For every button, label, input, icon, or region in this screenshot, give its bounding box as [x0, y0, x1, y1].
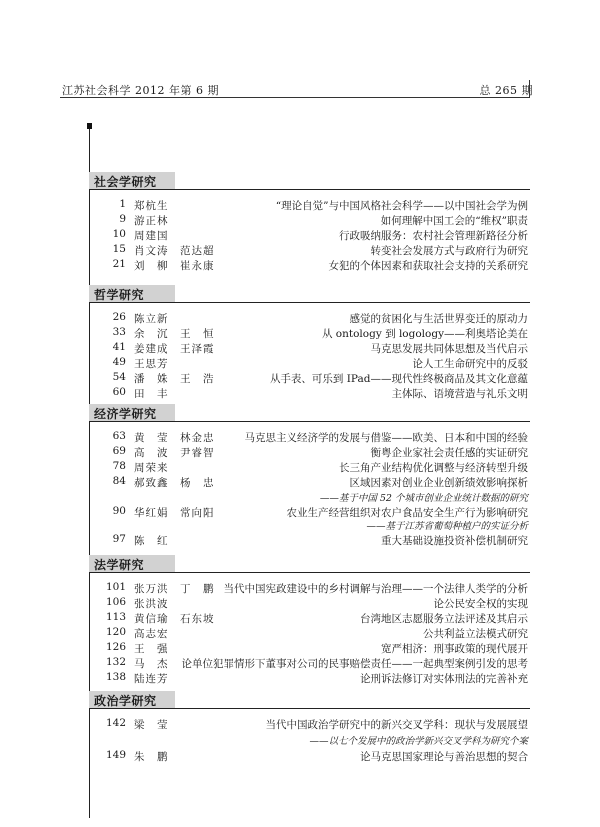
- authors: 黄 莹 林金忠: [134, 432, 215, 444]
- authors: 陆连芳: [134, 673, 169, 685]
- authors: 马 杰: [134, 658, 169, 670]
- section-title: 经济学研究: [94, 407, 157, 421]
- page-number: 126: [105, 641, 126, 653]
- article-title: 如何理解中国工会的“维权”职责: [380, 215, 528, 227]
- article-title: “理论自觉”与中国风格社会科学——以中国社会学为例: [275, 200, 528, 212]
- authors: 王 强: [134, 643, 169, 655]
- section-title: 哲学研究: [94, 288, 145, 302]
- authors: 郑杭生: [134, 200, 169, 212]
- article-title: 马克思主义经济学的发展与借鉴——欧美、日本和中国的经验: [244, 432, 528, 444]
- authors: 陈 红: [134, 535, 169, 547]
- toc-entry: [89, 505, 530, 519]
- page-number: 63: [112, 430, 126, 442]
- toc-entry: [89, 749, 530, 763]
- authors: 张万洪 丁 鹏: [134, 583, 215, 595]
- toc-entry: [89, 258, 530, 272]
- toc-entry: [89, 717, 530, 731]
- article-title: ——基于江苏省葡萄种植户的实证分析: [366, 521, 528, 532]
- page-number: 49: [112, 356, 126, 368]
- authors: 郝致鑫 杨 忠: [134, 477, 215, 489]
- article-title: 女犯的个体因素和获取社会支持的关系研究: [328, 260, 528, 272]
- authors: 姜建成 王泽霞: [134, 343, 215, 355]
- page-number: 21: [112, 258, 126, 270]
- toc-entry: [89, 596, 530, 610]
- toc-entry: [89, 356, 530, 370]
- authors: 高志宏: [134, 628, 169, 640]
- section-rule: [89, 302, 530, 303]
- page-number: 60: [112, 386, 126, 398]
- article-title: 衡粤企业家社会责任感的实证研究: [370, 447, 528, 459]
- page-number: 84: [112, 475, 126, 487]
- authors: 游正林: [134, 215, 169, 227]
- article-title: 论刑诉法修订对实体刑法的完善补充: [360, 673, 528, 685]
- section-title: 法学研究: [94, 558, 145, 572]
- article-title: 论公民安全权的实现: [433, 598, 528, 610]
- authors: 梁 莹: [134, 719, 169, 731]
- page-number: 106: [105, 596, 126, 608]
- page-number: 41: [112, 341, 126, 353]
- toc-entry: [89, 371, 530, 385]
- toc-entry: [89, 341, 530, 355]
- article-title: 从手表、可乐到 IPad——现代性终极商品及其文化意蕴: [269, 373, 528, 385]
- page-number: 69: [112, 445, 126, 457]
- authors: 高 波 尹睿智: [134, 447, 215, 459]
- page-number: 120: [105, 626, 126, 638]
- section-rule: [89, 189, 530, 190]
- section-header: [89, 691, 530, 709]
- authors: 肖文涛 范达超: [134, 245, 215, 257]
- authors: 刘 柳 崔永康: [134, 260, 215, 272]
- article-title: 论马克思国家理论与善治思想的契合: [360, 751, 528, 763]
- page-number: 90: [112, 505, 126, 517]
- authors: 王思芳: [134, 358, 169, 370]
- page-number: 33: [112, 326, 126, 338]
- page-number: 149: [105, 749, 126, 761]
- page-number: 15: [112, 243, 126, 255]
- page-number: 54: [112, 371, 126, 383]
- article-title: 公共利益立法模式研究: [423, 628, 528, 640]
- toc-entry: [89, 228, 530, 242]
- toc-entry: [89, 445, 530, 459]
- page-number: 10: [112, 228, 126, 240]
- authors: 周荣来: [134, 462, 169, 474]
- article-title: ——基于中国 52 个城市创业企业统计数据的研究: [319, 493, 528, 504]
- article-title: 宽严相济：刑事政策的现代展开: [381, 643, 528, 655]
- article-title: 主体际、语境营造与礼乐文明: [391, 388, 528, 400]
- authors: 周建国: [134, 230, 169, 242]
- page-number: 1: [119, 198, 126, 210]
- page-number: 9: [119, 213, 126, 225]
- toc-entry-subtitle: [89, 733, 530, 747]
- article-title: 当代中国宪政建设中的乡村调解与治理——一个法律人类学的分析: [223, 583, 528, 595]
- toc-entry: [89, 198, 530, 212]
- toc-entry-subtitle: [89, 490, 530, 504]
- article-title: 台湾地区志愿服务立法评述及其启示: [360, 613, 528, 625]
- article-title: 农业生产经营组织对农户食品安全生产行为影响研究: [286, 507, 528, 519]
- article-title: ——以七个发展中的政治学新兴交叉学科为研究个案: [309, 736, 528, 747]
- article-title: 转变社会发展方式与政府行为研究: [370, 245, 528, 257]
- page-number: 101: [105, 581, 126, 593]
- section-header: [89, 172, 530, 190]
- toc-entry: [89, 656, 530, 670]
- authors: 黄信瑜 石东坡: [134, 613, 215, 625]
- article-title: 重大基础设施投资补偿机制研究: [381, 535, 528, 547]
- journal-name: 江苏社会科学 2012 年第 6 期: [62, 84, 219, 97]
- page-number: 113: [105, 611, 126, 623]
- section-rule: [89, 421, 530, 422]
- toc-entry-subtitle: [89, 518, 530, 532]
- section-title: 政治学研究: [94, 694, 157, 708]
- authors: 田 丰: [134, 388, 169, 400]
- page-number: 132: [105, 656, 126, 668]
- authors: 余 沉 王 恒: [134, 328, 215, 340]
- section-title: 社会学研究: [94, 175, 157, 189]
- article-title: 马克思发展共同体思想及当代启示: [370, 343, 528, 355]
- header-tick: [529, 80, 530, 97]
- section-header: [89, 555, 530, 573]
- toc-entry: [89, 475, 530, 489]
- authors: 潘 姝 王 浩: [134, 373, 215, 385]
- toc-entry: [89, 311, 530, 325]
- article-title: 区域因素对创业企业创新绩效影响探析: [349, 477, 528, 489]
- toc-entry: [89, 671, 530, 685]
- page-number: 142: [105, 717, 126, 729]
- section-rule: [89, 572, 530, 573]
- page-number: 26: [112, 311, 126, 323]
- authors: 朱 鹏: [134, 751, 169, 763]
- article-title: 长三角产业结构优化调整与经济转型升级: [339, 462, 528, 474]
- article-title: 论单位犯罪情形下董事对公司的民事赔偿责任——一起典型案例引发的思考: [181, 658, 528, 670]
- toc-entry: [89, 533, 530, 547]
- toc-entry: [89, 626, 530, 640]
- authors: 陈立新: [134, 313, 169, 325]
- article-title: 感觉的贫困化与生活世界变迁的原动力: [349, 313, 528, 325]
- toc-entry: [89, 611, 530, 625]
- toc-entry: [89, 460, 530, 474]
- article-title: 行政吸纳服务：农村社会管理新路径分析: [339, 230, 528, 242]
- page-number: 97: [112, 533, 126, 545]
- article-title: 论人工生命研究中的反驳: [412, 358, 528, 370]
- toc-entry: [89, 326, 530, 340]
- vertical-rule-marker: [87, 123, 92, 129]
- header-rule: [60, 97, 530, 98]
- authors: 华红娟 常向阳: [134, 507, 215, 519]
- toc-entry: [89, 386, 530, 400]
- section-rule: [89, 708, 530, 709]
- article-title: 当代中国政治学研究中的新兴交叉学科：现状与发展展望: [265, 719, 528, 731]
- toc-entry: [89, 213, 530, 227]
- toc-entry: [89, 641, 530, 655]
- toc-entry: [89, 581, 530, 595]
- article-title: 从 ontology 到 logology——利奥塔论美在: [321, 328, 528, 340]
- page-number: 78: [112, 460, 126, 472]
- issue-total-number: 总 265 期: [479, 84, 533, 97]
- page-number: 138: [105, 671, 126, 683]
- toc-entry: [89, 243, 530, 257]
- authors: 张洪波: [134, 598, 169, 610]
- section-header: [89, 285, 530, 303]
- section-header: [89, 404, 530, 422]
- toc-entry: [89, 430, 530, 444]
